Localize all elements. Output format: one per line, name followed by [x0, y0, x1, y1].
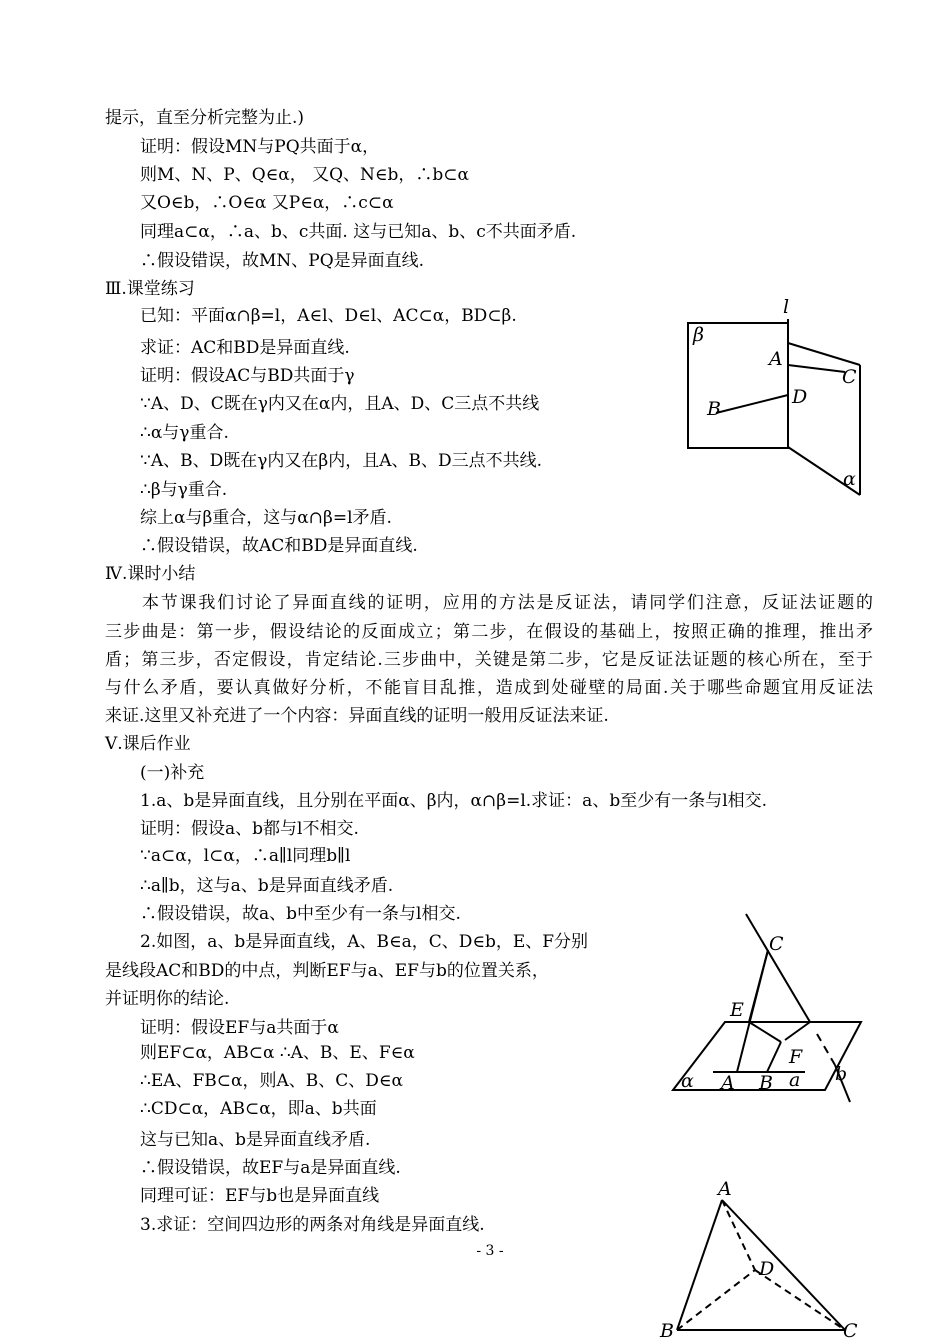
text-line: (一)补充	[140, 763, 205, 783]
text-line: 本节课我们讨论了异面直线的证明，应用的方法是反证法，请同学们注意，反证法证题的	[142, 593, 873, 613]
fig3-label: B	[660, 1320, 674, 1342]
page-number: - 3 -	[476, 1243, 504, 1259]
text-line: ∴假设错误，故AC和BD是异面直线.	[140, 536, 418, 556]
text-line: 证明：假设MN与PQ共面于α，	[140, 137, 380, 157]
figure-skew-lines	[665, 910, 865, 1110]
text-line: ∴CD⊂α，AB⊂α，即a、b共面	[140, 1099, 377, 1119]
text-line: ∵A、B、D既在γ内又在β内，且A、B、D三点不共线.	[140, 451, 543, 471]
text-line: ∴a∥b，这与a、b是异面直线矛盾.	[140, 876, 394, 896]
fig2-label: B	[759, 1072, 773, 1094]
text-line: ∴假设错误，故MN、PQ是异面直线.	[140, 251, 425, 271]
text-line: 3.求证：空间四边形的两条对角线是异面直线.	[140, 1215, 485, 1235]
section-heading: Ⅳ.课时小结	[105, 564, 196, 584]
text-line: 证明：假设AC与BD共面于γ	[140, 366, 355, 386]
text-line: ∴EA、FB⊂α，则A、B、C、D∈α	[140, 1071, 403, 1091]
text-line: ∵A、D、C既在γ内又在α内，且A、D、C三点不共线	[140, 394, 540, 414]
text-line: ∴假设错误，故a、b中至少有一条与l相交.	[140, 904, 461, 924]
text-line: ∵a⊂α，l⊂α，∴a∥l同理b∥l	[140, 846, 351, 866]
fig2-label: C	[769, 933, 784, 955]
fig2-label: α	[681, 1070, 694, 1092]
text-line: 已知：平面α∩β=l，A∈l、D∈l、AC⊂α，BD⊂β.	[140, 306, 517, 326]
fig2-label: F	[789, 1046, 803, 1068]
fig3-label: A	[718, 1178, 732, 1200]
fig3-label: C	[843, 1320, 858, 1342]
text-line: ∴α与γ重合.	[140, 423, 229, 443]
text-line: 2.如图，a、b是异面直线，A、B∈a，C、D∈b，E、F分别	[140, 932, 589, 952]
text-line: 提示，直至分析完整为止.)	[105, 108, 305, 128]
section-heading: Ⅴ.课后作业	[105, 734, 191, 754]
text-line: ∴β与γ重合.	[140, 480, 228, 500]
text-line: 则EF⊂α，AB⊂α ∴A、B、E、F∈α	[140, 1043, 415, 1063]
text-line: 同理可证：EF与b也是异面直线	[140, 1186, 380, 1206]
text-line: 是线段AC和BD的中点，判断EF与a、EF与b的位置关系，	[105, 961, 549, 981]
fig2-label: b	[835, 1063, 848, 1085]
text-line: 与什么矛盾，要认真做好分析，不能盲目乱推，造成到处碰壁的局面.关于哪些命题宜用反证法	[105, 678, 873, 698]
text-line: 求证：AC和BD是异面直线.	[140, 338, 350, 358]
text-line: 盾；第三步，否定假设，肯定结论.三步曲中，关键是第二步，它是反证法证题的核心所在，至于	[105, 650, 873, 670]
text-line: 1.a、b是异面直线，且分别在平面α、β内，α∩β=l.求证：a、b至少有一条与l相交.	[140, 791, 768, 811]
text-line: ∴假设错误，故EF与a是异面直线.	[140, 1158, 401, 1178]
text-line: 综上α与β重合，这与α∩β=l矛盾.	[140, 508, 392, 528]
text-line: 则M、N、P、Q∈α， 又Q、N∈b，∴b⊂α	[140, 165, 470, 185]
fig1-label: α	[843, 468, 856, 490]
text-line: 并证明你的结论.	[105, 989, 230, 1009]
fig1-label: A	[769, 348, 783, 370]
figure-spatial-quadrilateral	[655, 1175, 870, 1342]
text-line: 证明：假设EF与a共面于α	[140, 1018, 339, 1038]
fig1-label: C	[842, 366, 857, 388]
fig1-label: l	[783, 296, 790, 318]
text-line: 来证.这里又补充进了一个内容：异面直线的证明一般用反证法来证.	[105, 706, 609, 726]
fig3-label: D	[759, 1258, 775, 1280]
fig2-label: A	[721, 1072, 735, 1094]
fig1-label: D	[792, 386, 808, 408]
text-line: 证明：假设a、b都与l不相交.	[140, 819, 359, 839]
fig2-label: E	[730, 999, 744, 1021]
fig2-label: a	[789, 1069, 801, 1091]
text-line: 这与已知a、b是异面直线矛盾.	[140, 1130, 371, 1150]
figure-planes-alpha-beta	[680, 295, 880, 500]
section-heading: Ⅲ.课堂练习	[105, 279, 195, 299]
fig1-label: B	[707, 398, 721, 420]
text-line: 又O∈b，∴O∈α 又P∈α，∴c⊂α	[140, 193, 394, 213]
text-line: 三步曲是：第一步，假设结论的反面成立；第二步，在假设的基础上，按照正确的推理，推出矛	[105, 622, 873, 642]
fig1-label: β	[693, 324, 704, 346]
text-line: 同理a⊂α，∴a、b、c共面. 这与已知a、b、c不共面矛盾.	[140, 222, 577, 242]
